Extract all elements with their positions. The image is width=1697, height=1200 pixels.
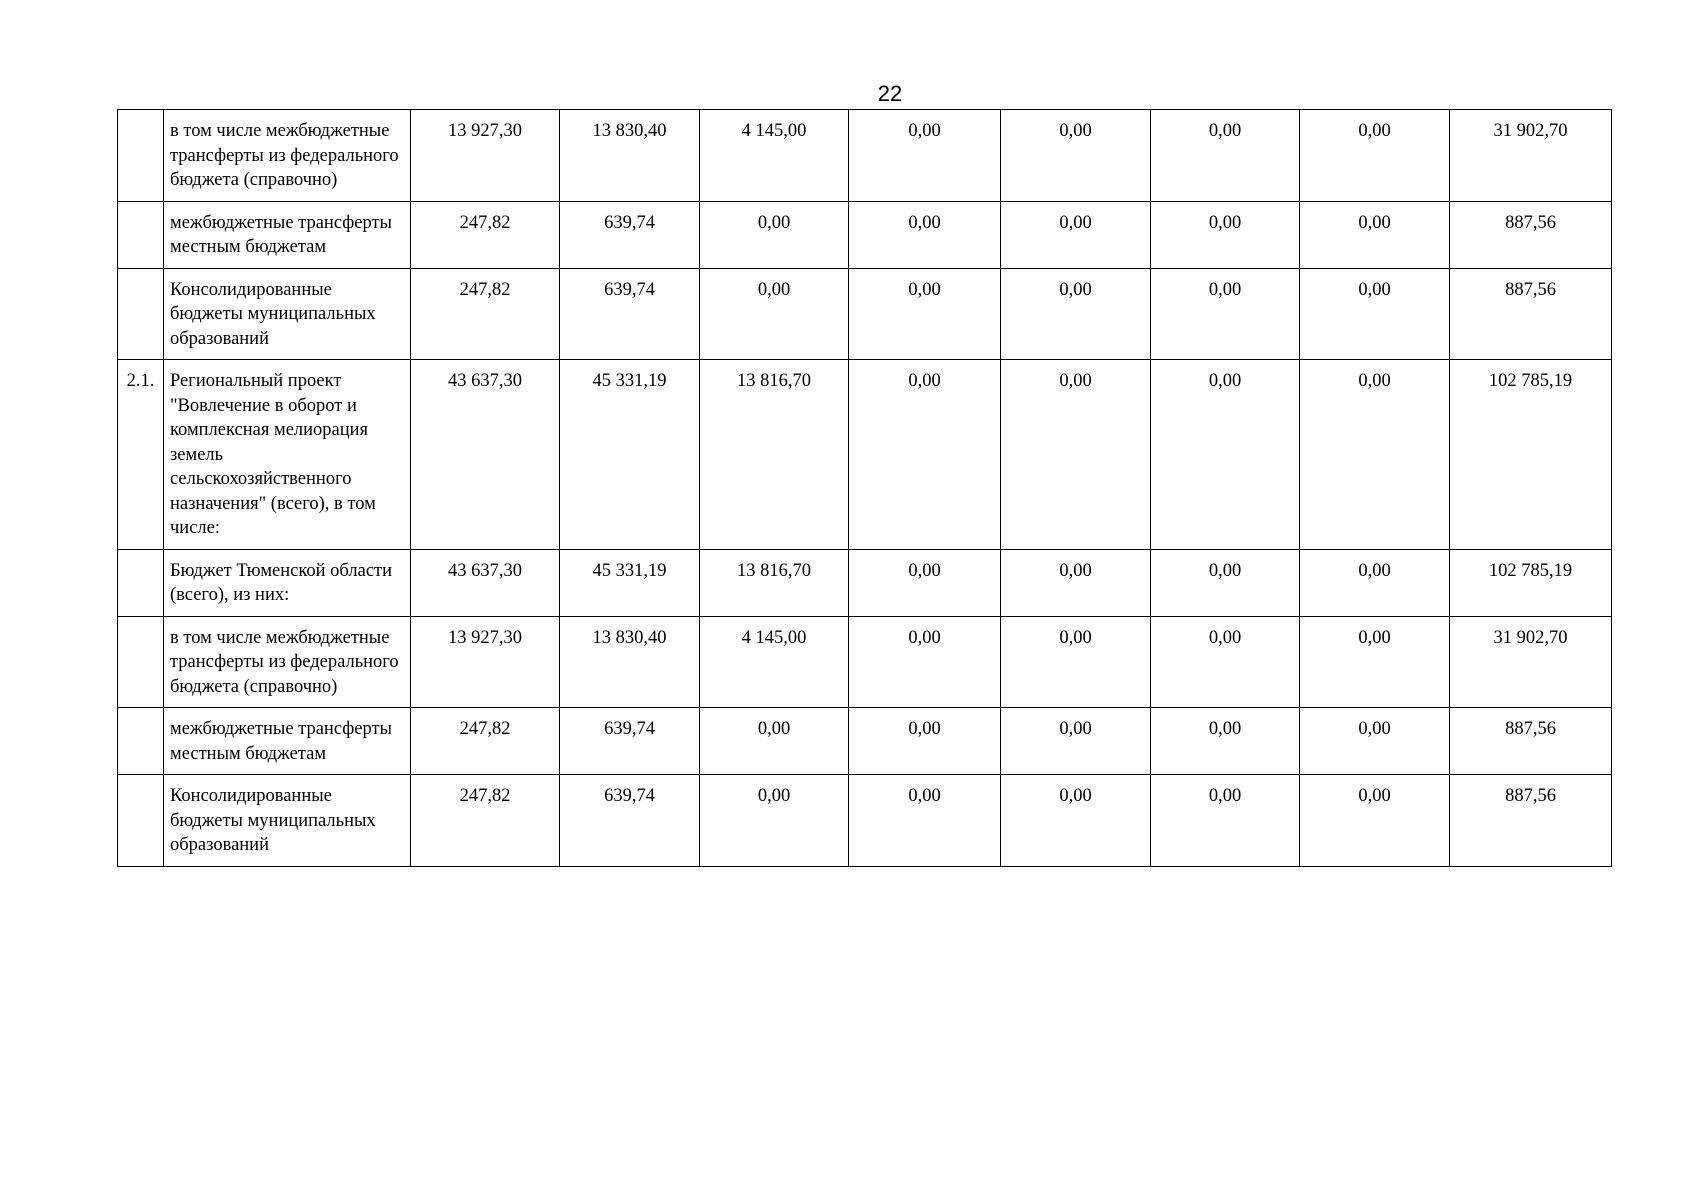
value-cell: 4 145,00	[700, 616, 849, 708]
value-cell: 0,00	[1001, 360, 1151, 550]
value-cell: 639,74	[560, 708, 700, 775]
value-cell: 247,82	[411, 201, 560, 268]
total-cell: 887,56	[1450, 268, 1612, 360]
value-cell: 0,00	[1300, 708, 1450, 775]
value-cell: 0,00	[1151, 201, 1300, 268]
value-cell: 0,00	[700, 201, 849, 268]
total-cell: 31 902,70	[1450, 616, 1612, 708]
budget-table	[117, 109, 1612, 867]
value-cell: 0,00	[1300, 110, 1450, 202]
value-cell: 0,00	[1001, 616, 1151, 708]
row-name: в том числе межбюджетные трансферты из федерального бюджета (справочно)	[164, 616, 411, 708]
table-row	[118, 616, 1612, 708]
value-cell: 639,74	[560, 775, 700, 867]
value-cell: 0,00	[1001, 268, 1151, 360]
row-number	[118, 708, 164, 775]
table-row	[118, 268, 1612, 360]
value-cell: 13 816,70	[700, 360, 849, 550]
value-cell: 0,00	[1001, 110, 1151, 202]
value-cell: 0,00	[1300, 549, 1450, 616]
page-number: 22	[877, 81, 903, 106]
value-cell: 0,00	[849, 268, 1001, 360]
value-cell: 0,00	[1001, 201, 1151, 268]
value-cell: 45 331,19	[560, 360, 700, 550]
table-row	[118, 549, 1612, 616]
table-row	[118, 201, 1612, 268]
value-cell: 43 637,30	[411, 549, 560, 616]
value-cell: 247,82	[411, 775, 560, 867]
value-cell: 0,00	[1151, 549, 1300, 616]
value-cell: 0,00	[1151, 708, 1300, 775]
value-cell: 13 830,40	[560, 110, 700, 202]
value-cell: 0,00	[700, 268, 849, 360]
value-cell: 13 816,70	[700, 549, 849, 616]
table-row	[118, 708, 1612, 775]
total-cell: 102 785,19	[1450, 360, 1612, 550]
row-number	[118, 549, 164, 616]
table-row	[118, 110, 1612, 202]
value-cell: 0,00	[1300, 268, 1450, 360]
value-cell: 639,74	[560, 201, 700, 268]
value-cell: 43 637,30	[411, 360, 560, 550]
value-cell: 0,00	[1151, 268, 1300, 360]
value-cell: 0,00	[700, 775, 849, 867]
value-cell: 0,00	[700, 708, 849, 775]
value-cell: 0,00	[849, 616, 1001, 708]
row-number	[118, 616, 164, 708]
value-cell: 13 927,30	[411, 616, 560, 708]
table-row	[118, 775, 1612, 867]
value-cell: 0,00	[1001, 775, 1151, 867]
value-cell: 0,00	[1001, 708, 1151, 775]
value-cell: 0,00	[1300, 201, 1450, 268]
total-cell: 102 785,19	[1450, 549, 1612, 616]
row-number	[118, 775, 164, 867]
row-name: Региональный проект "Вовлечение в оборот и комплексная мелиорация земель сельскохозяйственного назначения" (всего), в том числе:	[164, 360, 411, 550]
total-cell: 887,56	[1450, 708, 1612, 775]
row-name: Консолидированные бюджеты муниципальных образований	[164, 268, 411, 360]
value-cell: 0,00	[1151, 616, 1300, 708]
value-cell: 0,00	[849, 549, 1001, 616]
row-number: 2.1.	[118, 360, 164, 550]
value-cell: 0,00	[1300, 616, 1450, 708]
value-cell: 0,00	[1300, 360, 1450, 550]
total-cell: 31 902,70	[1450, 110, 1612, 202]
row-name: Бюджет Тюменской области (всего), из них:	[164, 549, 411, 616]
value-cell: 0,00	[849, 775, 1001, 867]
value-cell: 0,00	[1300, 775, 1450, 867]
row-number	[118, 201, 164, 268]
row-name: в том числе межбюджетные трансферты из федерального бюджета (справочно)	[164, 110, 411, 202]
row-name: межбюджетные трансферты местным бюджетам	[164, 201, 411, 268]
total-cell: 887,56	[1450, 201, 1612, 268]
value-cell: 639,74	[560, 268, 700, 360]
value-cell: 0,00	[1001, 549, 1151, 616]
row-number	[118, 268, 164, 360]
value-cell: 247,82	[411, 268, 560, 360]
value-cell: 13 927,30	[411, 110, 560, 202]
value-cell: 13 830,40	[560, 616, 700, 708]
value-cell: 45 331,19	[560, 549, 700, 616]
value-cell: 0,00	[1151, 775, 1300, 867]
total-cell: 887,56	[1450, 775, 1612, 867]
value-cell: 0,00	[849, 201, 1001, 268]
row-name: Консолидированные бюджеты муниципальных образований	[164, 775, 411, 867]
value-cell: 0,00	[849, 708, 1001, 775]
table-row	[118, 360, 1612, 550]
row-name: межбюджетные трансферты местным бюджетам	[164, 708, 411, 775]
value-cell: 0,00	[849, 110, 1001, 202]
value-cell: 0,00	[1151, 360, 1300, 550]
row-number	[118, 110, 164, 202]
value-cell: 4 145,00	[700, 110, 849, 202]
value-cell: 0,00	[849, 360, 1001, 550]
value-cell: 0,00	[1151, 110, 1300, 202]
value-cell: 247,82	[411, 708, 560, 775]
